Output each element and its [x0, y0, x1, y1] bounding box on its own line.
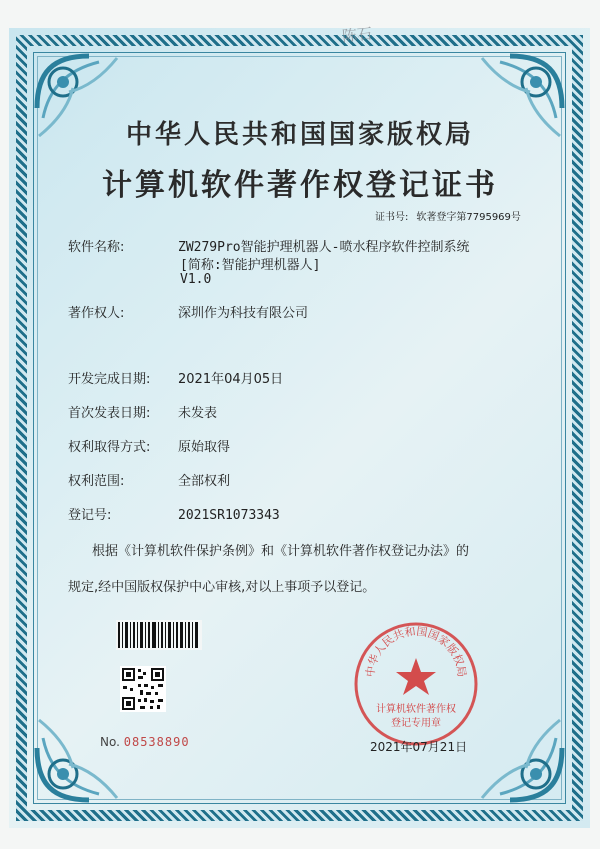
field-acquisition [68, 436, 230, 455]
field-label: 软件名称: [68, 240, 125, 255]
authority-title: 中华人民共和国国家版权局 [125, 120, 474, 150]
field-value: 2021年04月05日 [178, 372, 284, 387]
field-value: 深圳作为科技有限公司 [178, 306, 309, 321]
seal-ring-text: 中华人民共和国国家版权局 [363, 624, 469, 678]
serial-number [100, 735, 190, 749]
statement [68, 534, 538, 606]
field-completion-date [68, 368, 283, 387]
certificate-title: 计算机软件著作权登记证书 [102, 168, 498, 203]
field-value: ZW279Pro智能护理机器人-喷水程序软件控制系统 [178, 240, 470, 255]
seal-center-line: 计算机软件著作权 [376, 704, 456, 715]
corner-ornament-icon [29, 712, 125, 808]
certificate-number-label: 证书号: [375, 212, 409, 223]
field-value: 2021SR1073343 [178, 508, 280, 523]
field-label: 著作权人: [68, 306, 125, 321]
field-value: 原始取得 [178, 440, 231, 455]
field-value: 全部权利 [178, 474, 231, 489]
serial-prefix: No. [100, 735, 120, 749]
field-scope [68, 470, 230, 489]
seal-center-line: 登记专用章 [391, 718, 441, 729]
field-first-publish [68, 402, 217, 421]
field-owner [68, 302, 308, 321]
official-seal-icon [352, 620, 480, 748]
statement-line: 规定,经中国版权保护中心审核,对以上事项予以登记。 [68, 580, 376, 595]
barcode-icon [116, 620, 202, 650]
corner-ornament-icon [474, 712, 570, 808]
statement-line: 根据《计算机软件保护条例》和《计算机软件著作权登记办法》的 [92, 544, 470, 559]
certificate-number-value: 软著登字第7795969号 [416, 212, 521, 223]
field-label: 权利取得方式: [68, 440, 151, 455]
field-registration-number [68, 504, 280, 523]
certificate-number [375, 208, 529, 223]
software-version: V1.0 [180, 272, 212, 287]
issue-date: 2021年07月21日 [370, 740, 468, 754]
field-label: 首次发表日期: [68, 406, 151, 421]
serial-value: 08538890 [123, 735, 190, 749]
handwritten-note: 陈石 [341, 24, 373, 46]
field-label: 权利范围: [68, 474, 125, 489]
field-software-name [68, 236, 469, 255]
field-label: 开发完成日期: [68, 372, 151, 387]
qr-code-icon [120, 666, 166, 712]
software-short-name: [简称:智能护理机器人] [180, 258, 321, 273]
field-label: 登记号: [68, 508, 112, 523]
field-value: 未发表 [178, 406, 218, 421]
